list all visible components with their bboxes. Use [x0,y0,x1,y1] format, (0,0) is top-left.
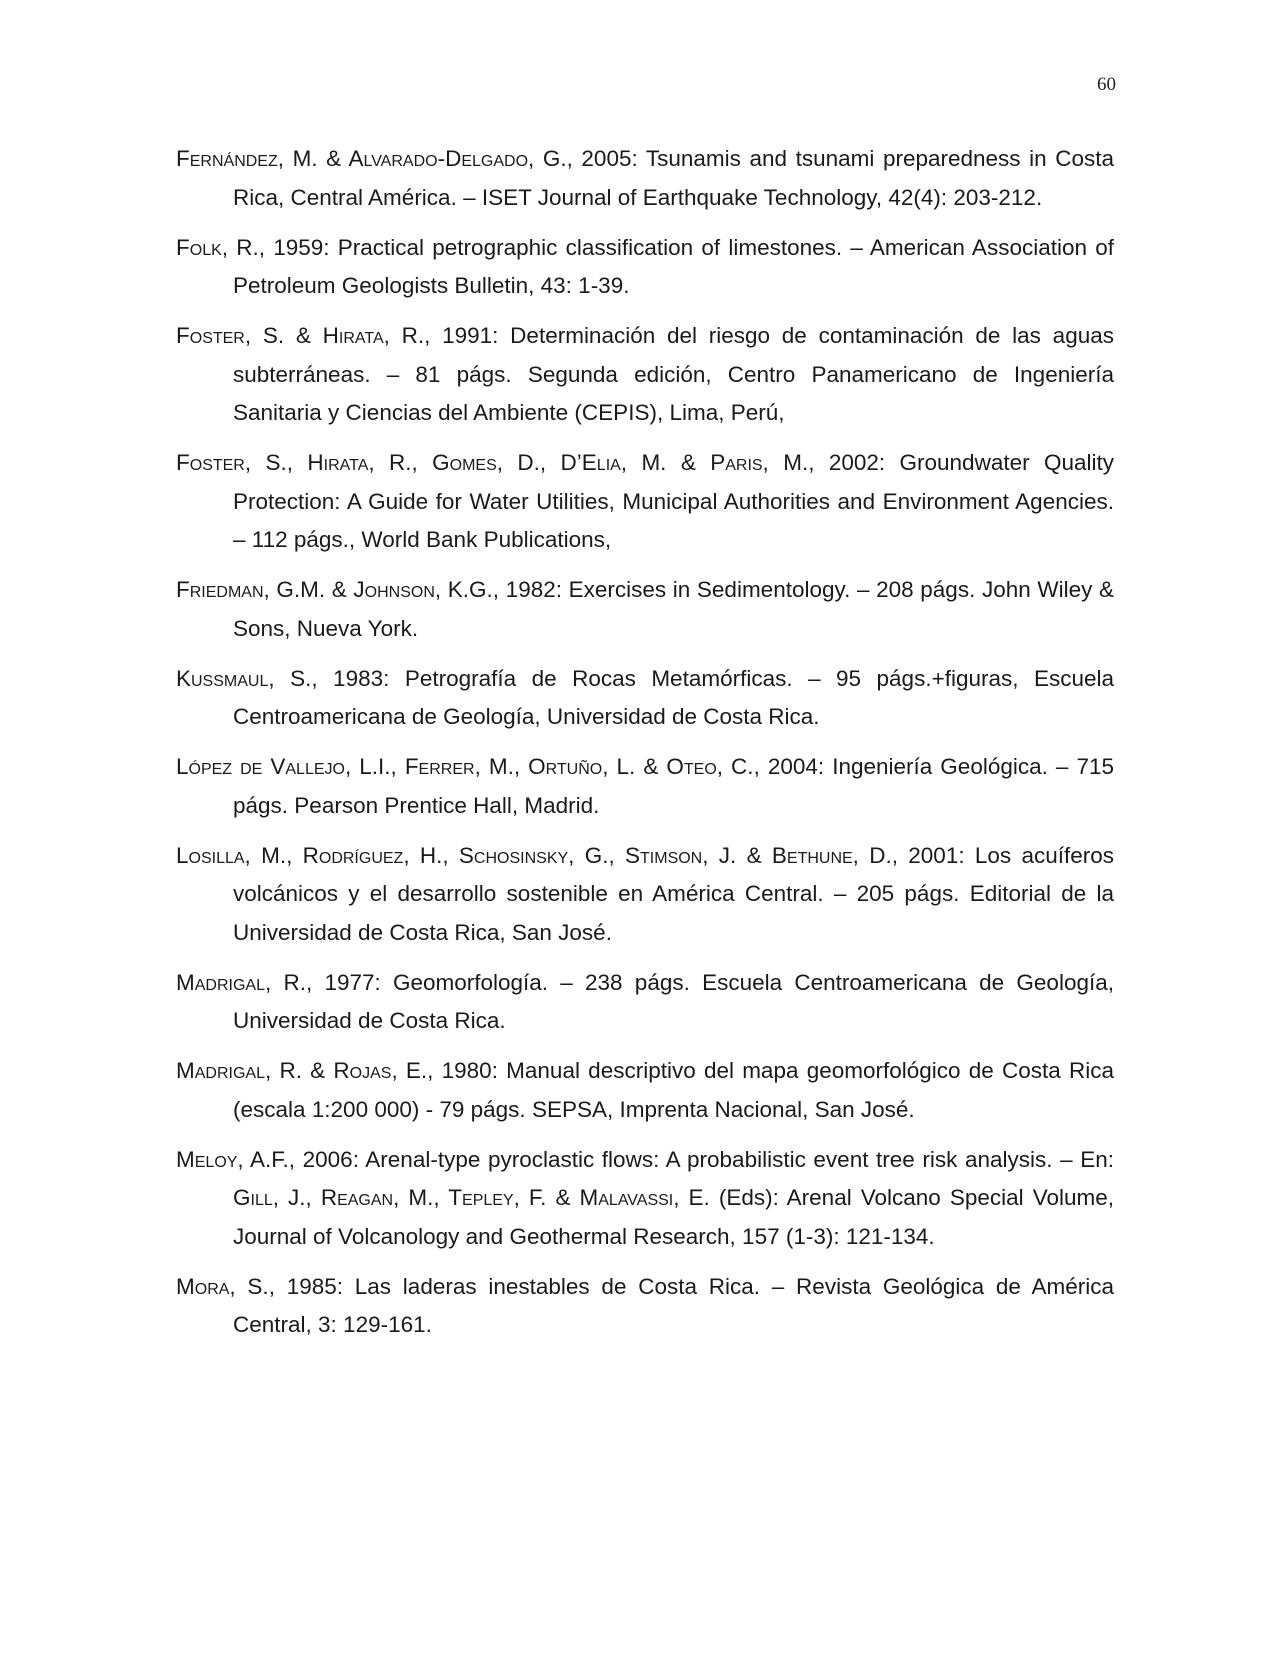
reference-authors: Meloy, A.F. [176,1146,289,1172]
reference-entry [176,140,1114,217]
reference-text: , 2002: Groundwater Quality Protection: A Guide for Water Utilities, Municipal Authorities and Environment Agencies. – 112 págs., World Bank Publications, [233,450,1115,552]
reference-text-continued: (Eds): Arenal Volcano Special Volume, Journal of Volcanology and Geothermal Research, 157 (1-3): 121-134. [233,1185,1115,1249]
reference-editors: Gill, J., Reagan, M., Tepley, F. & Malavassi, E. [233,1185,710,1210]
reference-entry [176,1268,1114,1345]
reference-text: , 2005: Tsunamis and tsunami preparedness in Costa Rica, Central América. – ISET Journal of Earthquake Technology, 42(4): 203-212. [233,146,1114,210]
reference-authors: Foster, S. & Hirata, R. [176,323,425,348]
reference-entry [176,1141,1114,1257]
reference-authors: Folk, R. [176,234,259,260]
reference-entry [176,837,1114,953]
reference-text: , 1991: Determinación del riesgo de contaminación de las aguas subterráneas. – 81 págs. Segunda edición, Centro Panamericano de Ingeniería Sanitaria y Ciencias del Ambiente (CEPIS), Lima, Perú, [233,323,1114,425]
reference-text: , 1980: Manual descriptivo del mapa geomorfológico de Costa Rica (escala 1:200 000) - 79 págs. SEPSA, Imprenta Nacional, San José. [233,1058,1115,1122]
reference-authors: Foster, S., Hirata, R., Gomes, D., D’Elia, M. & Paris, M. [176,450,809,475]
reference-text: , 1977: Geomorfología. – 238 págs. Escuela Centroamericana de Geología, Universidad de Costa Rica. [233,969,1114,1033]
reference-authors: Mora, S. [176,1273,269,1299]
reference-entry [176,748,1114,825]
reference-authors: Friedman, G.M. & Johnson, K.G. [176,577,493,602]
reference-authors: Madrigal, R. & Rojas, E. [176,1058,428,1083]
reference-entry [176,660,1114,737]
reference-text: , 2006: Arenal-type pyroclastic flows: A probabilistic event tree risk analysis. – En: [288,1146,1114,1172]
reference-text: , 2004: Ingeniería Geológica. – 715 págs. Pearson Prentice Hall, Madrid. [233,754,1115,818]
reference-list [176,140,1114,1356]
page-number: 60 [1097,74,1116,95]
reference-authors: López de Vallejo, L.I., Ferrer, M., Ortuño, L. & Oteo, C. [176,754,754,779]
reference-authors: Kussmaul, S. [176,665,312,691]
reference-entry [176,444,1114,560]
reference-authors: Losilla, M., Rodríguez, H., Schosinsky, G., Stimson, J. & Bethune, D. [176,842,892,868]
reference-authors: Madrigal, R. [176,969,306,995]
reference-text: , 2001: Los acuíferos volcánicos y el desarrollo sostenible en América Central. – 205 págs. Editorial de la Universidad de Costa Rica, San José. [233,842,1115,945]
reference-authors: Fernández, M. & Alvarado-Delgado, G. [176,146,567,171]
reference-entry [176,964,1114,1041]
reference-entry [176,1052,1114,1129]
reference-entry [176,571,1114,648]
reference-entry [176,229,1114,306]
reference-text: , 1982: Exercises in Sedimentology. – 208 págs. John Wiley & Sons, Nueva York. [233,577,1115,641]
reference-text: , 1983: Petrografía de Rocas Metamórficas. – 95 págs.+figuras, Escuela Centroamericana de Geología, Universidad de Costa Rica. [233,665,1114,729]
reference-entry [176,317,1114,433]
reference-text: , 1985: Las laderas inestables de Costa Rica. – Revista Geológica de América Central, 3: 129-161. [233,1273,1114,1337]
reference-text: , 1959: Practical petrographic classification of limestones. – American Association of Petroleum Geologists Bulletin, 43: 1-39. [233,234,1114,298]
